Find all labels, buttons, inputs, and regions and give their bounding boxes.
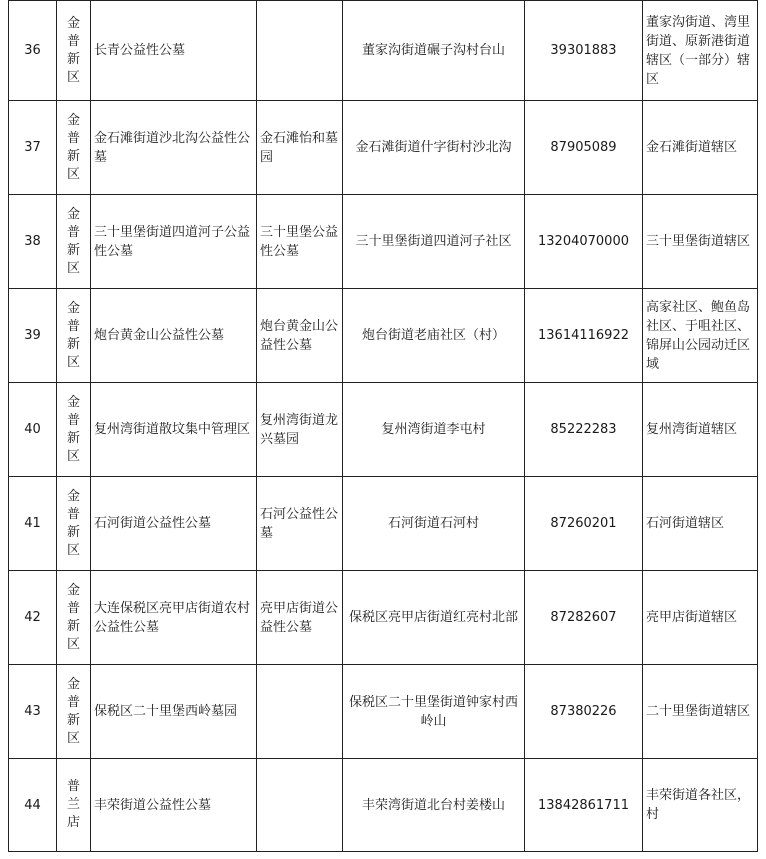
- row-number: 44: [9, 759, 57, 852]
- row-number: 40: [9, 383, 57, 477]
- cemetery-name-cell: 石河街道公益性公墓: [91, 477, 257, 571]
- service-area-cell: 二十里堡街道辖区: [643, 665, 758, 759]
- phone-cell: 87905089: [525, 101, 643, 195]
- district-cell: [57, 195, 91, 289]
- table-body: [9, 1, 758, 852]
- operator-cell: 炮台黄金山公益性公墓: [257, 289, 343, 383]
- district-cell: [57, 289, 91, 383]
- row-number: 42: [9, 571, 57, 665]
- operator-cell: [257, 1, 343, 101]
- operator-cell: 三十里堡公益性公墓: [257, 195, 343, 289]
- row-number: 43: [9, 665, 57, 759]
- cemetery-name-cell: 炮台黄金山公益性公墓: [91, 289, 257, 383]
- district-label: 金普新区: [66, 394, 80, 464]
- location-cell: 金石滩街道什字街村沙北沟: [343, 101, 525, 195]
- phone-cell: 13204070000: [525, 195, 643, 289]
- service-area-cell: 高家社区、鲍鱼岛社区、于咀社区、锦屏山公园动迁区域: [643, 289, 758, 383]
- phone-cell: 39301883: [525, 1, 643, 101]
- service-area-cell: 亮甲店街道辖区: [643, 571, 758, 665]
- location-cell: 保税区亮甲店街道红亮村北部: [343, 571, 525, 665]
- cemetery-name-cell: 金石滩街道沙北沟公益性公墓: [91, 101, 257, 195]
- district-label: 普兰店: [66, 779, 80, 830]
- row-number: 39: [9, 289, 57, 383]
- service-area-cell: 复州湾街道辖区: [643, 383, 758, 477]
- cemetery-name-cell: 大连保税区亮甲店街道农村公益性公墓: [91, 571, 257, 665]
- cemetery-table: [8, 0, 758, 852]
- table-row: [9, 101, 758, 195]
- cemetery-name-cell: 三十里堡街道四道河子公益性公墓: [91, 195, 257, 289]
- district-label: 金普新区: [66, 488, 80, 558]
- row-number: 37: [9, 101, 57, 195]
- district-label: 金普新区: [66, 300, 80, 370]
- phone-cell: 87282607: [525, 571, 643, 665]
- district-cell: [57, 665, 91, 759]
- district-cell: [57, 759, 91, 852]
- district-label: 金普新区: [66, 206, 80, 276]
- district-cell: [57, 477, 91, 571]
- table-row: [9, 289, 758, 383]
- operator-cell: 石河公益性公墓: [257, 477, 343, 571]
- row-number: 36: [9, 1, 57, 101]
- district-label: 金普新区: [66, 676, 80, 746]
- location-cell: 丰荣湾街道北台村姜楼山: [343, 759, 525, 852]
- phone-cell: 13614116922: [525, 289, 643, 383]
- service-area-cell: 三十里堡街道辖区: [643, 195, 758, 289]
- operator-cell: 复州湾街道龙兴墓园: [257, 383, 343, 477]
- table-row: [9, 195, 758, 289]
- district-cell: [57, 383, 91, 477]
- location-cell: 三十里堡街道四道河子社区: [343, 195, 525, 289]
- location-cell: 董家沟街道碾子沟村台山: [343, 1, 525, 101]
- cemetery-name-cell: 丰荣街道公益性公墓: [91, 759, 257, 852]
- service-area-cell: 金石滩街道辖区: [643, 101, 758, 195]
- row-number: 41: [9, 477, 57, 571]
- phone-cell: 87380226: [525, 665, 643, 759]
- operator-cell: 亮甲店街道公益性公墓: [257, 571, 343, 665]
- phone-cell: 87260201: [525, 477, 643, 571]
- table-row: [9, 383, 758, 477]
- service-area-cell: 董家沟街道、湾里街道、原新港街道辖区（一部分）辖区: [643, 1, 758, 101]
- table-row: [9, 477, 758, 571]
- operator-cell: [257, 665, 343, 759]
- location-cell: 炮台街道老庙社区（村）: [343, 289, 525, 383]
- district-label: 金普新区: [66, 582, 80, 652]
- location-cell: 保税区二十里堡街道钟家村西岭山: [343, 665, 525, 759]
- cemetery-name-cell: 保税区二十里堡西岭墓园: [91, 665, 257, 759]
- table-row: [9, 759, 758, 852]
- district-label: 金普新区: [66, 112, 80, 182]
- cemetery-name-cell: 复州湾街道散坟集中管理区: [91, 383, 257, 477]
- district-cell: [57, 1, 91, 101]
- phone-cell: 85222283: [525, 383, 643, 477]
- location-cell: 石河街道石河村: [343, 477, 525, 571]
- district-cell: [57, 101, 91, 195]
- district-label: 金普新区: [66, 15, 80, 85]
- table-row: [9, 571, 758, 665]
- row-number: 38: [9, 195, 57, 289]
- table-row: [9, 665, 758, 759]
- service-area-cell: 丰荣街道各社区，村: [643, 759, 758, 852]
- operator-cell: [257, 759, 343, 852]
- phone-cell: 13842861711: [525, 759, 643, 852]
- cemetery-name-cell: 长青公益性公墓: [91, 1, 257, 101]
- operator-cell: 金石滩怡和墓园: [257, 101, 343, 195]
- district-cell: [57, 571, 91, 665]
- location-cell: 复州湾街道李屯村: [343, 383, 525, 477]
- table-row: [9, 1, 758, 101]
- service-area-cell: 石河街道辖区: [643, 477, 758, 571]
